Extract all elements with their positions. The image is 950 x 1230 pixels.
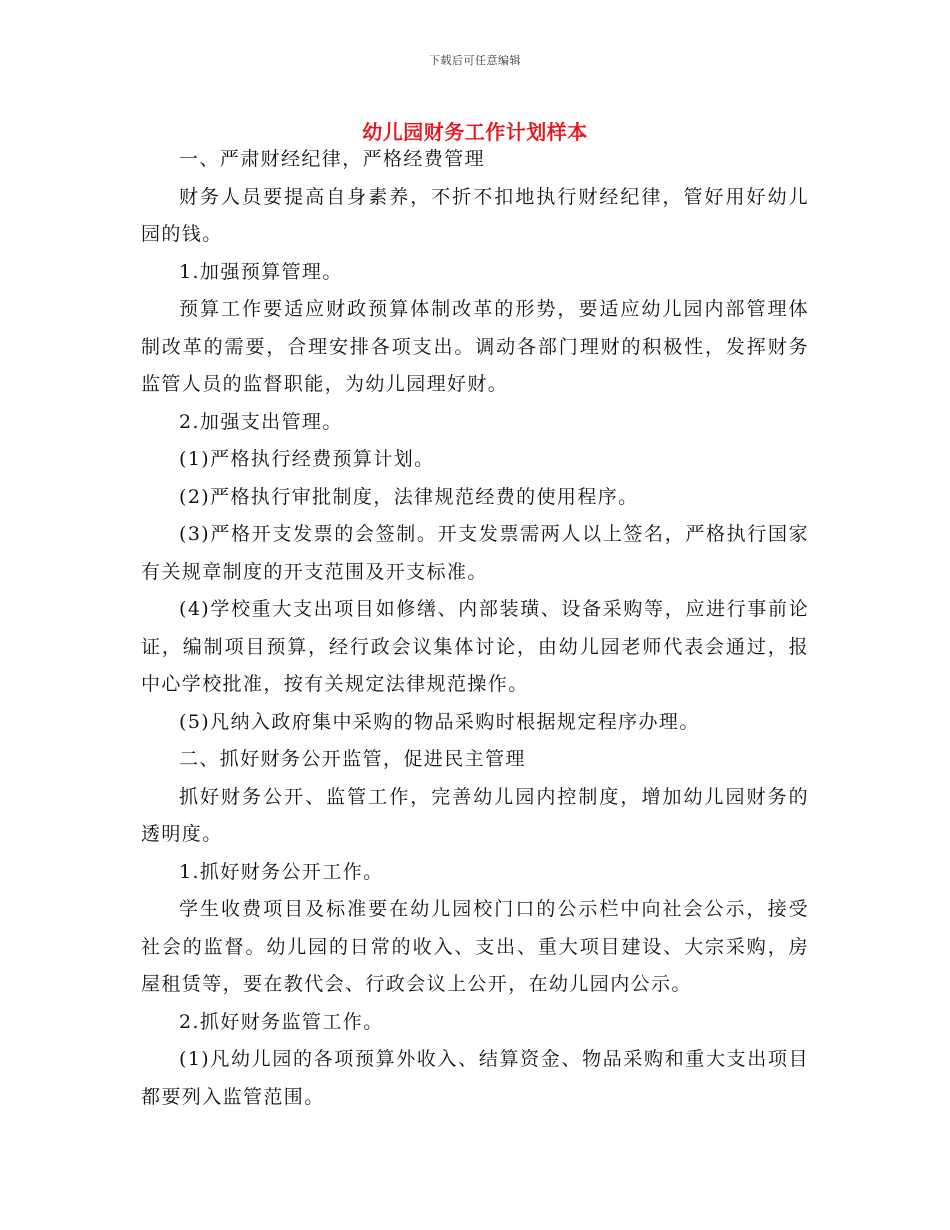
paragraph: 财务人员要提高自身素养，不折不扣地执行财经纪律，管好用好幼儿园的钱。 xyxy=(141,185,809,245)
list-item: (5)凡纳入政府集中采购的物品采购时根据规定程序办理。 xyxy=(179,710,700,733)
section-heading-2: 二、抓好财务公开监管，促进民主管理 xyxy=(179,748,526,770)
paragraph: 预算工作要适应财政预算体制改革的形势，要适应幼儿园内部管理体制改革的需要，合理安排各项支出。调动各部门理财的积极性，发挥财务监管人员的监督职能，为幼儿园理好财。 xyxy=(141,298,809,395)
paragraph: 抓好财务公开、监管工作，完善幼儿园内控制度，增加幼儿园财务的透明度。 xyxy=(141,785,809,845)
document-title: 幼儿园财务工作计划样本 xyxy=(362,120,588,144)
subheading: 2.加强支出管理。 xyxy=(179,410,343,433)
list-item: (4)学校重大支出项目如修缮、内部装璜、设备采购等，应进行事前论证，编制项目预算，经行政会议集体讨论，由幼儿园老师代表会通过，报中心学校批准，按有关规定法律规范操作。 xyxy=(141,598,809,695)
list-item: (3)严格开支发票的会签制。开支发票需两人以上签名，严格执行国家有关规章制度的开支范围及开支标准。 xyxy=(141,523,809,583)
subheading: 1.加强预算管理。 xyxy=(179,260,343,283)
subheading: 2.抓好财务监管工作。 xyxy=(179,1010,384,1033)
list-item: (1)凡幼儿园的各项预算外收入、结算资金、物品采购和重大支出项目都要列入监管范围。 xyxy=(141,1048,809,1108)
section-heading-1: 一、严肃财经纪律，严格经费管理 xyxy=(179,148,486,170)
page-header-note: 下载后可任意编辑 xyxy=(429,54,521,67)
document-body xyxy=(141,141,809,1116)
list-item: (2)严格执行审批制度，法律规范经费的使用程序。 xyxy=(179,485,639,508)
paragraph: 学生收费项目及标准要在幼儿园校门口的公示栏中向社会公示，接受社会的监督。幼儿园的日常的收入、支出、重大项目建设、大宗采购，房屋租赁等，要在教代会、行政会议上公开，在幼儿园内公示。 xyxy=(141,898,809,995)
list-item: (1)严格执行经费预算计划。 xyxy=(179,448,435,470)
subheading: 1.抓好财务公开工作。 xyxy=(179,860,384,883)
